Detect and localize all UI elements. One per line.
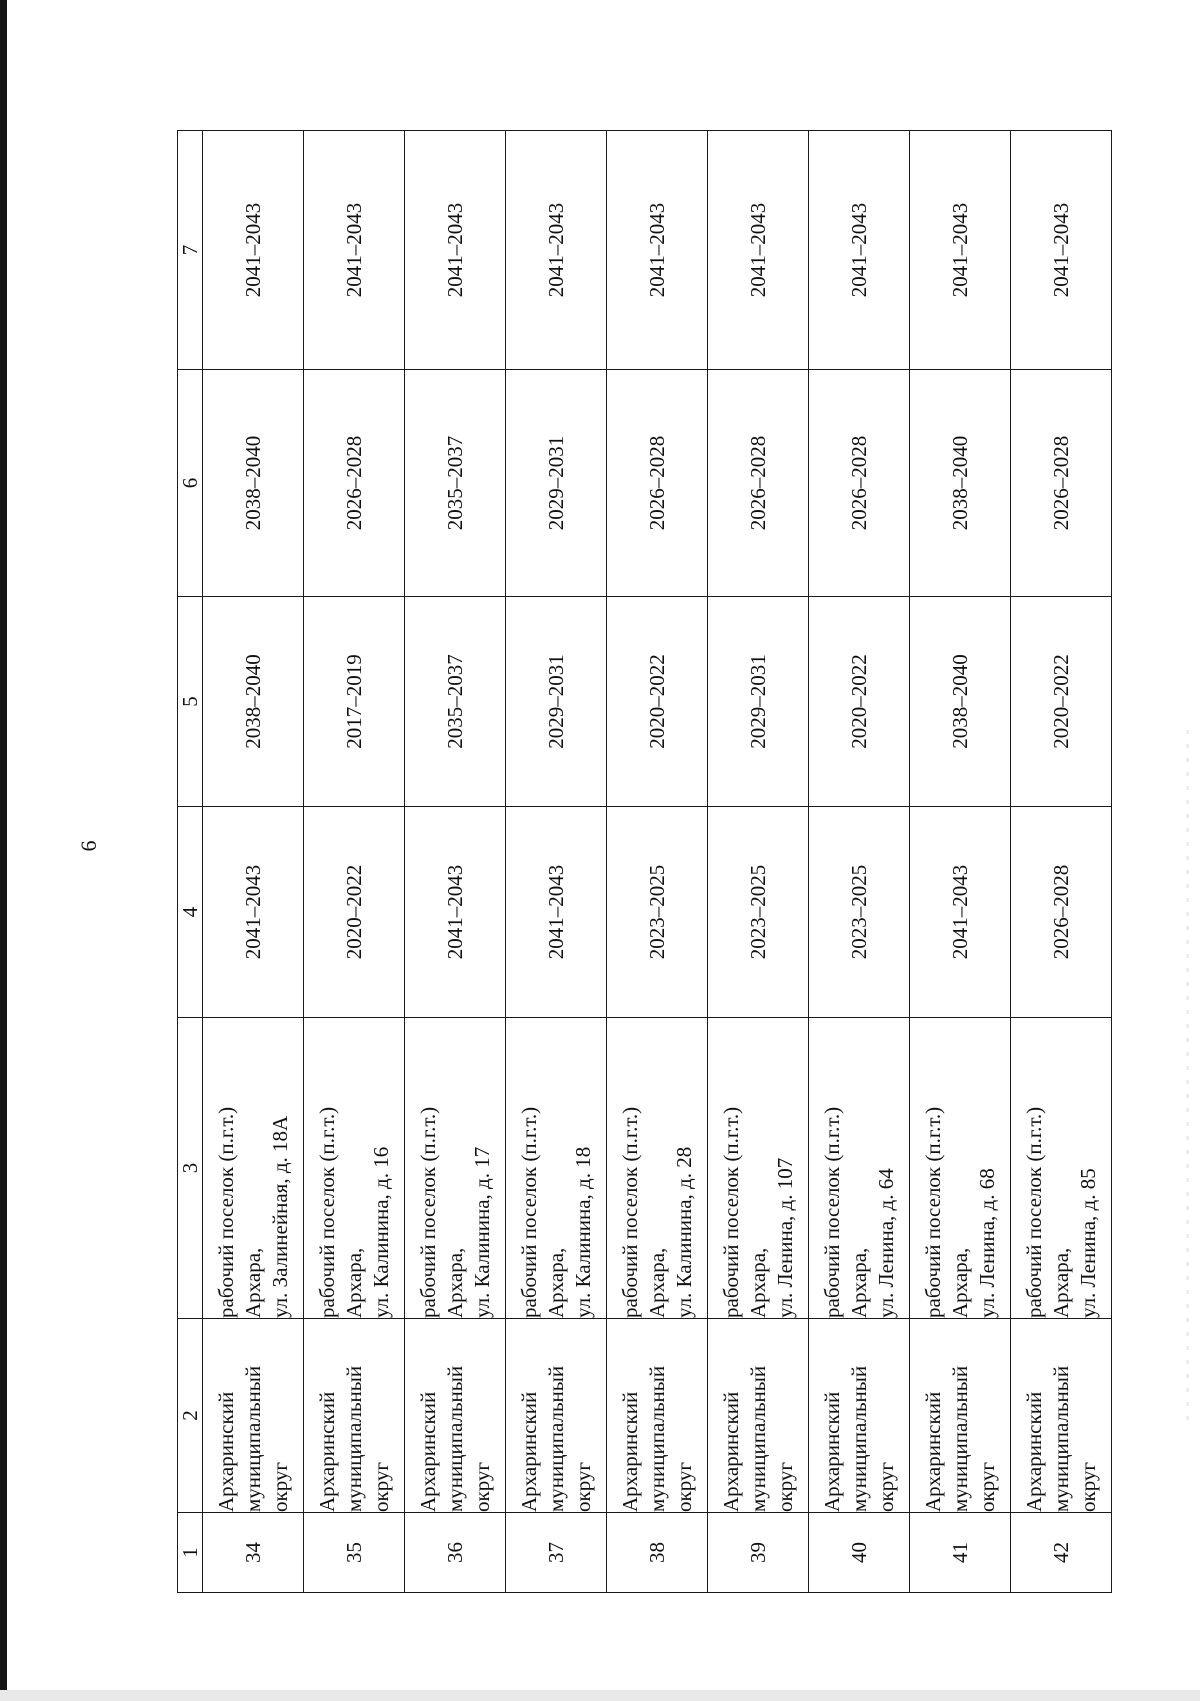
address-cell-line: ул. Калинина, д. 28 — [671, 1146, 696, 1318]
address-cell-line: ул. Ленина, д. 85 — [1075, 1168, 1100, 1318]
period-cell-col7: 2041–2043 — [910, 131, 1011, 370]
table-row — [809, 131, 910, 1593]
period-cell-col4: 2026–2028 — [1011, 807, 1112, 1018]
address-cell — [506, 1018, 607, 1319]
address-cell-line: ул. Ленина, д. 107 — [772, 1157, 797, 1318]
table-row — [304, 131, 405, 1593]
period-cell-col7: 2041–2043 — [607, 131, 708, 370]
address-cell-line: рабочий поселок (п.г.т.) — [718, 1106, 743, 1318]
address-cell-line: ул. Калинина, д. 18 — [570, 1146, 595, 1318]
address-cell-line: Архара, — [947, 1247, 972, 1318]
period-cell-col5: 2029–2031 — [708, 597, 809, 807]
period-cell-col4: 2041–2043 — [203, 807, 304, 1018]
district-cell-line: Архаринский — [213, 1391, 238, 1512]
address-cell-line: ул. Калинина, д. 17 — [469, 1146, 494, 1318]
district-cell-line: округ — [873, 1461, 898, 1512]
column-header: 5 — [178, 597, 203, 807]
district-cell-line: округ — [368, 1461, 393, 1512]
period-cell-col5: 2038–2040 — [203, 597, 304, 807]
address-cell-line: рабочий поселок (п.г.т.) — [617, 1106, 642, 1318]
address-cell-line: рабочий поселок (п.г.т.) — [920, 1106, 945, 1318]
period-cell-col7: 2041–2043 — [405, 131, 506, 370]
column-header: 1 — [178, 1513, 203, 1593]
table-row — [1011, 131, 1112, 1593]
district-cell — [1011, 1319, 1112, 1513]
period-cell-col4: 2023–2025 — [607, 807, 708, 1018]
column-header: 3 — [178, 1018, 203, 1319]
period-cell-col4: 2041–2043 — [506, 807, 607, 1018]
period-cell-col5: 2020–2022 — [1011, 597, 1112, 807]
address-cell — [304, 1018, 405, 1319]
period-cell-col7: 2041–2043 — [304, 131, 405, 370]
row-number-cell: 41 — [910, 1513, 1011, 1593]
address-cell — [1011, 1018, 1112, 1319]
period-cell-col6: 2026–2028 — [607, 370, 708, 597]
period-cell-col6: 2038–2040 — [910, 370, 1011, 597]
district-cell-line: Архаринский — [617, 1391, 642, 1512]
period-cell-col5: 2038–2040 — [910, 597, 1011, 807]
table-row — [607, 131, 708, 1593]
address-cell-line: Архара, — [543, 1247, 568, 1318]
address-cell-line: рабочий поселок (п.г.т.) — [314, 1106, 339, 1318]
period-cell-col6: 2038–2040 — [203, 370, 304, 597]
schedule-table — [177, 130, 1112, 1593]
period-cell-col5: 2029–2031 — [506, 597, 607, 807]
period-cell-col4: 2041–2043 — [910, 807, 1011, 1018]
address-cell-line: Архара, — [644, 1247, 669, 1318]
district-cell-line: муниципальный — [1048, 1365, 1073, 1512]
address-cell-line: Архара, — [745, 1247, 770, 1318]
address-cell-line: рабочий поселок (п.г.т.) — [213, 1106, 238, 1318]
address-cell — [809, 1018, 910, 1319]
district-cell-line: округ — [772, 1461, 797, 1512]
row-number-cell: 34 — [203, 1513, 304, 1593]
column-header: 7 — [178, 131, 203, 370]
district-cell-line: округ — [267, 1461, 292, 1512]
district-cell-line: округ — [1075, 1461, 1100, 1512]
table-row — [203, 131, 304, 1593]
district-cell-line: округ — [671, 1461, 696, 1512]
table-row — [405, 131, 506, 1593]
address-cell-line: Архара, — [240, 1247, 265, 1318]
address-cell-line: Архара, — [442, 1247, 467, 1318]
district-cell-line: Архаринский — [516, 1391, 541, 1512]
district-cell-line: муниципальный — [846, 1365, 871, 1512]
address-cell-line: ул. Калинина, д. 16 — [368, 1146, 393, 1318]
district-cell-line: муниципальный — [442, 1365, 467, 1512]
row-number-cell: 35 — [304, 1513, 405, 1593]
address-cell — [405, 1018, 506, 1319]
row-number-cell: 40 — [809, 1513, 910, 1593]
district-cell-line: Архаринский — [920, 1391, 945, 1512]
table-row — [506, 131, 607, 1593]
row-number-cell: 38 — [607, 1513, 708, 1593]
district-cell-line: округ — [570, 1461, 595, 1512]
column-header: 2 — [178, 1319, 203, 1513]
period-cell-col7: 2041–2043 — [708, 131, 809, 370]
table-body — [203, 131, 1112, 1593]
address-cell — [708, 1018, 809, 1319]
table-row — [708, 131, 809, 1593]
column-header: 4 — [178, 807, 203, 1018]
row-number-cell: 42 — [1011, 1513, 1112, 1593]
period-cell-col5: 2020–2022 — [607, 597, 708, 807]
district-cell-line: муниципальный — [947, 1365, 972, 1512]
district-cell-line: муниципальный — [745, 1365, 770, 1512]
district-cell-line: муниципальный — [644, 1365, 669, 1512]
period-cell-col4: 2023–2025 — [708, 807, 809, 1018]
page-number: 6 — [76, 840, 101, 852]
row-number-cell: 37 — [506, 1513, 607, 1593]
column-number-row — [178, 131, 203, 1593]
period-cell-col7: 2041–2043 — [1011, 131, 1112, 370]
district-cell — [203, 1319, 304, 1513]
district-cell-line: Архаринский — [1021, 1391, 1046, 1512]
address-cell-line: ул. Ленина, д. 68 — [974, 1168, 999, 1318]
district-cell-line: округ — [974, 1461, 999, 1512]
address-cell-line: рабочий поселок (п.г.т.) — [819, 1106, 844, 1318]
address-cell-line: рабочий поселок (п.г.т.) — [1021, 1106, 1046, 1318]
district-cell-line: округ — [469, 1461, 494, 1512]
address-cell-line: рабочий поселок (п.г.т.) — [415, 1106, 440, 1318]
period-cell-col6: 2029–2031 — [506, 370, 607, 597]
district-cell — [506, 1319, 607, 1513]
district-cell-line: Архаринский — [415, 1391, 440, 1512]
period-cell-col5: 2017–2019 — [304, 597, 405, 807]
period-cell-col4: 2041–2043 — [405, 807, 506, 1018]
address-cell-line: ул. Ленина, д. 64 — [873, 1168, 898, 1318]
period-cell-col6: 2026–2028 — [809, 370, 910, 597]
address-cell-line: рабочий поселок (п.г.т.) — [516, 1106, 541, 1318]
district-cell-line: муниципальный — [240, 1365, 265, 1512]
district-cell — [809, 1319, 910, 1513]
district-cell-line: Архаринский — [718, 1391, 743, 1512]
period-cell-col4: 2020–2022 — [304, 807, 405, 1018]
period-cell-col5: 2020–2022 — [809, 597, 910, 807]
period-cell-col4: 2023–2025 — [809, 807, 910, 1018]
period-cell-col6: 2026–2028 — [1011, 370, 1112, 597]
district-cell — [607, 1319, 708, 1513]
address-cell — [203, 1018, 304, 1319]
row-number-cell: 36 — [405, 1513, 506, 1593]
district-cell-line: муниципальный — [341, 1365, 366, 1512]
period-cell-col6: 2026–2028 — [304, 370, 405, 597]
period-cell-col7: 2041–2043 — [809, 131, 910, 370]
period-cell-col7: 2041–2043 — [203, 131, 304, 370]
district-cell-line: Архаринский — [314, 1391, 339, 1512]
district-cell — [405, 1319, 506, 1513]
district-cell — [910, 1319, 1011, 1513]
address-cell — [607, 1018, 708, 1319]
table-row — [910, 131, 1011, 1593]
district-cell — [708, 1319, 809, 1513]
district-cell — [304, 1319, 405, 1513]
period-cell-col6: 2035–2037 — [405, 370, 506, 597]
row-number-cell: 39 — [708, 1513, 809, 1593]
period-cell-col5: 2035–2037 — [405, 597, 506, 807]
address-cell-line: Архара, — [1048, 1247, 1073, 1318]
district-cell-line: муниципальный — [543, 1365, 568, 1512]
address-cell-line: Архара, — [846, 1247, 871, 1318]
address-cell-line: ул. Залинейная, д. 18А — [267, 1115, 292, 1318]
period-cell-col7: 2041–2043 — [506, 131, 607, 370]
column-header: 6 — [178, 370, 203, 597]
period-cell-col6: 2026–2028 — [708, 370, 809, 597]
district-cell-line: Архаринский — [819, 1391, 844, 1512]
address-cell — [910, 1018, 1011, 1319]
address-cell-line: Архара, — [341, 1247, 366, 1318]
